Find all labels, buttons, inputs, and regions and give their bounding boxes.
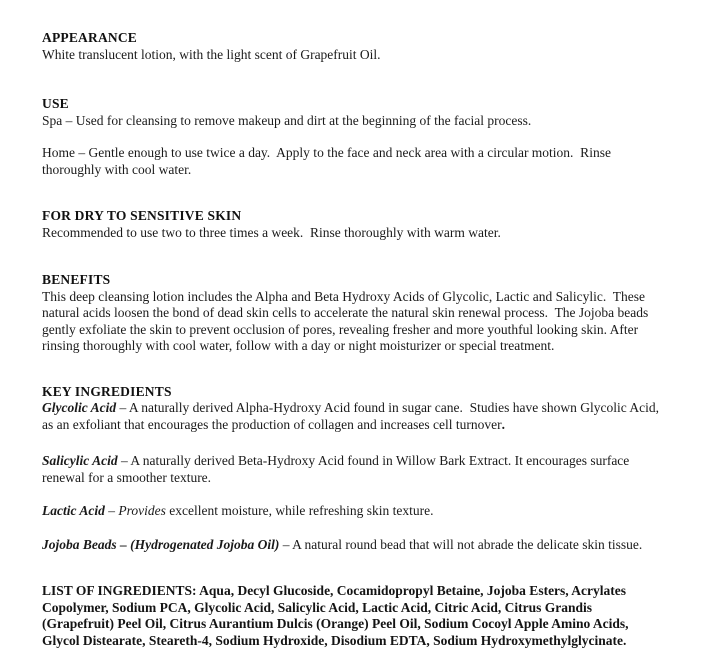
section-appearance	[42, 30, 710, 63]
key-ingredient-salicylic	[42, 453, 710, 486]
glycolic-text-2-end: .	[501, 416, 505, 432]
glycolic-text-2: as an exfoliant that encourages the production of collagen and increases cell turnover	[42, 416, 502, 432]
jojoba-text: – A natural round bead that will not abrade the delicate skin tissue.	[279, 536, 643, 552]
dry-skin-body: Recommended to use two to three times a week. Rinse thoroughly with warm water.	[42, 224, 501, 240]
glycolic-line-2	[42, 417, 710, 434]
lactic-name: Lactic Acid	[42, 503, 105, 518]
use-spa-line: Spa – Used for cleansing to remove makeup and dirt at the beginning of the facial process.	[42, 112, 532, 128]
glycolic-text-1: – A naturally derived Alpha-Hydroxy Acid found in sugar cane. Studies have shown Glycolic Acid,	[116, 400, 660, 415]
lactic-text: excellent moisture, while refreshing skin texture.	[165, 503, 434, 518]
salicylic-name: Salicylic Acid	[42, 453, 118, 468]
lactic-line	[42, 503, 710, 520]
ingredients-list-line-4: Glycol Distearate, Steareth-4, Sodium Hydroxide, Disodium EDTA, Sodium Hydroxymethylglycinate.	[42, 632, 627, 648]
jojoba-name: Jojoba Beads – (Hydrogenated Jojoba Oil)	[42, 536, 280, 552]
ingredients-list-line-2: Copolymer, Sodium PCA, Glycolic Acid, Salicylic Acid, Lactic Acid, Citric Acid, Citrus Grandis	[42, 599, 592, 615]
use-home-paragraph	[42, 145, 710, 178]
jojoba-line	[42, 537, 710, 554]
key-ingredient-glycolic	[42, 400, 710, 433]
ingredients-list-line-3: (Grapefruit) Peel Oil, Citrus Aurantium Dulcis (Orange) Peel Oil, Sodium Cocoyl Apple Amino Acids,	[42, 616, 629, 631]
section-use	[42, 96, 710, 178]
section-key-ingredients	[42, 384, 710, 554]
salicylic-line-2: renewal for a smoother texture.	[42, 469, 212, 485]
benefits-line-3: gently exfoliate the skin to prevent occlusion of pores, revealing fresher and more youthful looking skin. After	[42, 321, 639, 337]
glycolic-name: Glycolic Acid	[42, 400, 117, 415]
use-home-line-1: Home – Gentle enough to use twice a day. Apply to the face and neck area with a circular motion. Rinse	[42, 145, 611, 160]
benefits-line-4: rinsing thoroughly with cool water, follow with a day or night moisturizer or special treatment.	[42, 338, 555, 353]
key-ingredient-lactic	[42, 503, 710, 520]
salicylic-text-1: – A naturally derived Beta-Hydroxy Acid found in Willow Bark Extract. It encourages surface	[117, 453, 630, 468]
ingredients-list-line-1: LIST OF INGREDIENTS: Aqua, Decyl Glucoside, Cocamidopropyl Betaine, Jojoba Esters, Acrylates	[42, 583, 627, 598]
key-ingredients-heading: KEY INGREDIENTS	[42, 383, 172, 399]
benefits-line-1: This deep cleansing lotion includes the Alpha and Beta Hydroxy Acids of Glycolic, Lactic and Salicylic. These	[42, 288, 645, 304]
appearance-heading: APPEARANCE	[42, 30, 137, 45]
use-heading: USE	[42, 96, 69, 111]
benefits-heading: BENEFITS	[42, 272, 111, 287]
lactic-dash: –	[104, 503, 119, 518]
lactic-italic-word: Provides	[118, 503, 166, 518]
dry-skin-heading: FOR DRY TO SENSITIVE SKIN	[42, 208, 242, 223]
key-ingredient-jojoba	[42, 537, 710, 554]
section-benefits	[42, 272, 710, 355]
use-home-line-2: thoroughly with cool water.	[42, 161, 192, 177]
glycolic-line-1	[42, 400, 710, 417]
benefits-line-2: natural acids loosen the bond of dead skin cells to accelerate the natural skin renewal process. The Jojoba beads	[42, 305, 649, 320]
appearance-body: White translucent lotion, with the light scent of Grapefruit Oil.	[42, 46, 381, 62]
salicylic-line-1	[42, 453, 710, 470]
section-list-of-ingredients	[42, 583, 710, 649]
section-dry-to-sensitive-skin	[42, 208, 710, 241]
